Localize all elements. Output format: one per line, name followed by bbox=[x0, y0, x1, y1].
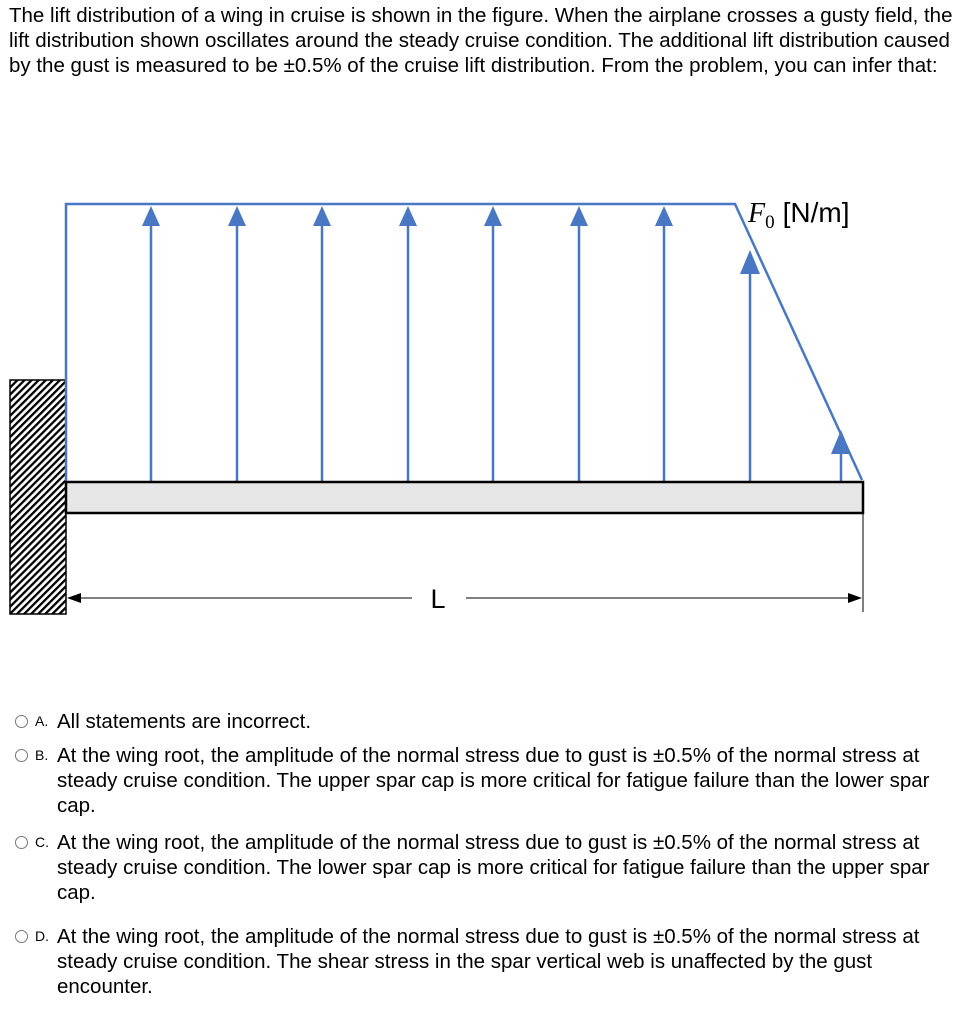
option-c-letter: C. bbox=[35, 834, 49, 850]
option-a-text: All statements are incorrect. bbox=[57, 710, 312, 733]
dimension-arrow-left bbox=[67, 593, 81, 603]
load-label bbox=[747, 197, 850, 233]
lift-arrow-head bbox=[484, 206, 502, 226]
option-b-letter: B. bbox=[35, 747, 49, 763]
load-symbol: F bbox=[748, 198, 766, 229]
option-d-radio[interactable] bbox=[15, 930, 28, 943]
option-b-text: At the wing root, the amplitude of the normal stress due to gust is ±0.5% of the normal stress at steady cruise condition. The upper spar cap is more critical for fatigue failure than the lower spar cap. bbox=[57, 744, 930, 817]
span-label: L bbox=[430, 584, 446, 614]
lift-arrow-head bbox=[313, 206, 331, 226]
option-b[interactable] bbox=[15, 743, 950, 818]
lift-arrow-head bbox=[142, 206, 160, 226]
lift-arrow-head bbox=[228, 206, 246, 226]
option-c[interactable] bbox=[15, 830, 950, 905]
option-b-radio[interactable] bbox=[15, 749, 28, 762]
option-a-radio[interactable] bbox=[15, 715, 28, 728]
option-d[interactable] bbox=[15, 924, 950, 999]
wall-support-hatch bbox=[10, 380, 66, 614]
lift-arrow-head bbox=[570, 206, 588, 226]
option-a[interactable] bbox=[15, 709, 950, 734]
option-a-letter: A. bbox=[35, 713, 49, 729]
option-d-text: At the wing root, the amplitude of the normal stress due to gust is ±0.5% of the normal stress at steady cruise condition. The shear stress in the spar vertical web is unaffected by the gust encounter. bbox=[57, 925, 920, 998]
load-subscript: 0 bbox=[765, 212, 775, 233]
lift-distribution-outline bbox=[66, 204, 862, 482]
question-text: The lift distribution of a wing in cruise is shown in the figure. When the airplane crosses a gusty field, the lift distribution shown oscillates around the steady cruise condition. The additional lift distribution caused by the gust is measured to be ±0.5% of the cruise lift distribution. From the problem, you can infer that: bbox=[9, 4, 953, 77]
load-unit: [N/m] bbox=[782, 197, 850, 228]
lift-arrow-head bbox=[655, 206, 673, 226]
option-c-radio[interactable] bbox=[15, 836, 28, 849]
lift-arrow-head bbox=[399, 206, 417, 226]
wing-beam bbox=[66, 482, 863, 513]
lift-arrows bbox=[142, 206, 851, 482]
lift-arrow-head bbox=[831, 430, 851, 454]
option-d-letter: D. bbox=[35, 928, 49, 944]
dimension-arrow-right bbox=[848, 593, 862, 603]
option-c-text: At the wing root, the amplitude of the normal stress due to gust is ±0.5% of the normal stress at steady cruise condition. The lower spar cap is more critical for fatigue failure than the upper spar cap. bbox=[57, 831, 930, 904]
